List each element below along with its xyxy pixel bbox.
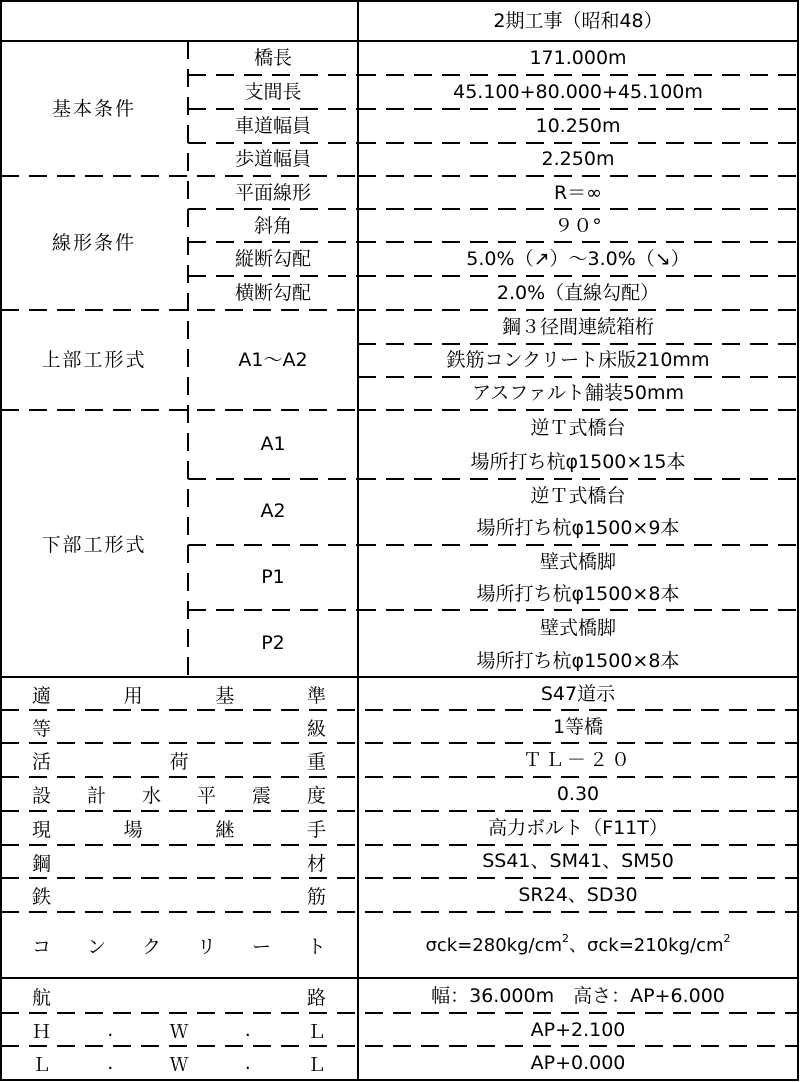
unit-type-a1: 逆Ｔ式橋台 bbox=[530, 417, 626, 439]
spec-label-concrete: コ ン ク リ ー ト bbox=[32, 935, 326, 958]
value-cross-slope: 2.0%（直線勾配） bbox=[496, 282, 660, 304]
unit-pile-p1: 場所打ち杭φ1500×8本 bbox=[476, 583, 680, 605]
value-deck-slab: 鉄筋コンクリート床版210mm bbox=[446, 349, 710, 371]
spec-value-applicable-standard: S47道示 bbox=[540, 683, 616, 705]
spec-value-concrete: $\sigma ck=280kg/cm^2$、$\sigma ck=210kg/cm^2$ bbox=[425, 932, 731, 956]
label-plan-alignment: 平面線形 bbox=[234, 182, 312, 204]
label-sidewalk-width: 歩道幅員 bbox=[234, 148, 312, 170]
group-alignment-conditions: 線形条件 bbox=[51, 232, 137, 254]
unit-pile-a2: 場所打ち杭φ1500×9本 bbox=[476, 517, 680, 539]
value-roadway-width: 10.250m bbox=[535, 115, 621, 137]
unit-type-p1: 壁式橋脚 bbox=[539, 551, 617, 573]
spec-label-seismic-coefficient: 設 計 水 平 震 度 bbox=[32, 784, 326, 807]
value-skew-angle: ９０° bbox=[554, 215, 602, 237]
unit-name-a2: A2 bbox=[260, 500, 286, 522]
label-cross-slope: 横断勾配 bbox=[234, 282, 312, 304]
group-superstructure: 上部工形式 bbox=[41, 349, 147, 371]
spec-label-grade: 等 級 bbox=[32, 717, 326, 740]
label-longitudinal-grade: 縦断勾配 bbox=[234, 248, 312, 270]
nav-label-channel: 航 路 bbox=[32, 986, 326, 1009]
group-basic-conditions: 基本条件 bbox=[51, 98, 137, 120]
spec-label-field-joint: 現 場 継 手 bbox=[32, 818, 326, 841]
label-skew-angle: 斜角 bbox=[253, 215, 293, 237]
spec-label-live-load: 活 荷 重 bbox=[32, 750, 326, 773]
nav-label-lwl: Ｌ . Ｗ . Ｌ bbox=[32, 1052, 326, 1076]
superstructure-range: A1～A2 bbox=[238, 349, 308, 371]
spec-value-field-joint: 高力ボルト（F11T） bbox=[488, 817, 668, 839]
unit-name-a1: A1 bbox=[260, 433, 286, 455]
label-bridge-length: 橋長 bbox=[253, 47, 293, 69]
value-span-length: 45.100+80.000+45.100m bbox=[453, 81, 703, 103]
spec-value-grade: 1等橋 bbox=[552, 716, 604, 738]
spec-value-steel: SS41、SM41、SM50 bbox=[482, 850, 674, 872]
value-pavement: アスファルト舗装50mm bbox=[471, 382, 685, 404]
group-substructure: 下部工形式 bbox=[41, 534, 147, 556]
value-plan-alignment: R＝∞ bbox=[553, 182, 603, 204]
spec-label-steel: 鋼 材 bbox=[32, 852, 326, 875]
unit-name-p2: P2 bbox=[261, 632, 285, 654]
nav-label-hwl: Ｈ . Ｗ . Ｌ bbox=[32, 1019, 326, 1043]
unit-type-p2: 壁式橋脚 bbox=[539, 617, 617, 639]
value-longitudinal-grade: 5.0%（↗）～3.0%（↘） bbox=[466, 248, 690, 270]
nav-value-channel: 幅：36.000m 高さ：AP+6.000 bbox=[431, 985, 725, 1007]
unit-name-p1: P1 bbox=[261, 566, 285, 588]
value-bridge-length: 171.000m bbox=[529, 47, 627, 69]
label-span-length: 支間長 bbox=[244, 81, 302, 103]
value-girder-type: 鋼３径間連続箱桁 bbox=[501, 316, 655, 338]
unit-type-a2: 逆Ｔ式橋台 bbox=[530, 485, 626, 507]
spec-value-rebar: SR24、SD30 bbox=[518, 884, 638, 906]
nav-value-hwl: AP+2.100 bbox=[530, 1019, 626, 1041]
value-sidewalk-width: 2.250m bbox=[541, 148, 615, 170]
spec-value-seismic-coefficient: 0.30 bbox=[556, 783, 600, 805]
period-header: 2期工事（昭和48） bbox=[493, 10, 663, 32]
unit-pile-a1: 場所打ち杭φ1500×15本 bbox=[470, 451, 686, 473]
spec-label-rebar: 鉄 筋 bbox=[32, 885, 326, 908]
label-roadway-width: 車道幅員 bbox=[234, 115, 312, 137]
spec-value-live-load: ＴＬ－２０ bbox=[522, 749, 634, 771]
nav-value-lwl: AP+0.000 bbox=[530, 1052, 626, 1074]
unit-pile-p2: 場所打ち杭φ1500×8本 bbox=[476, 650, 680, 672]
spec-label-applicable-standard: 適 用 基 準 bbox=[32, 684, 326, 707]
